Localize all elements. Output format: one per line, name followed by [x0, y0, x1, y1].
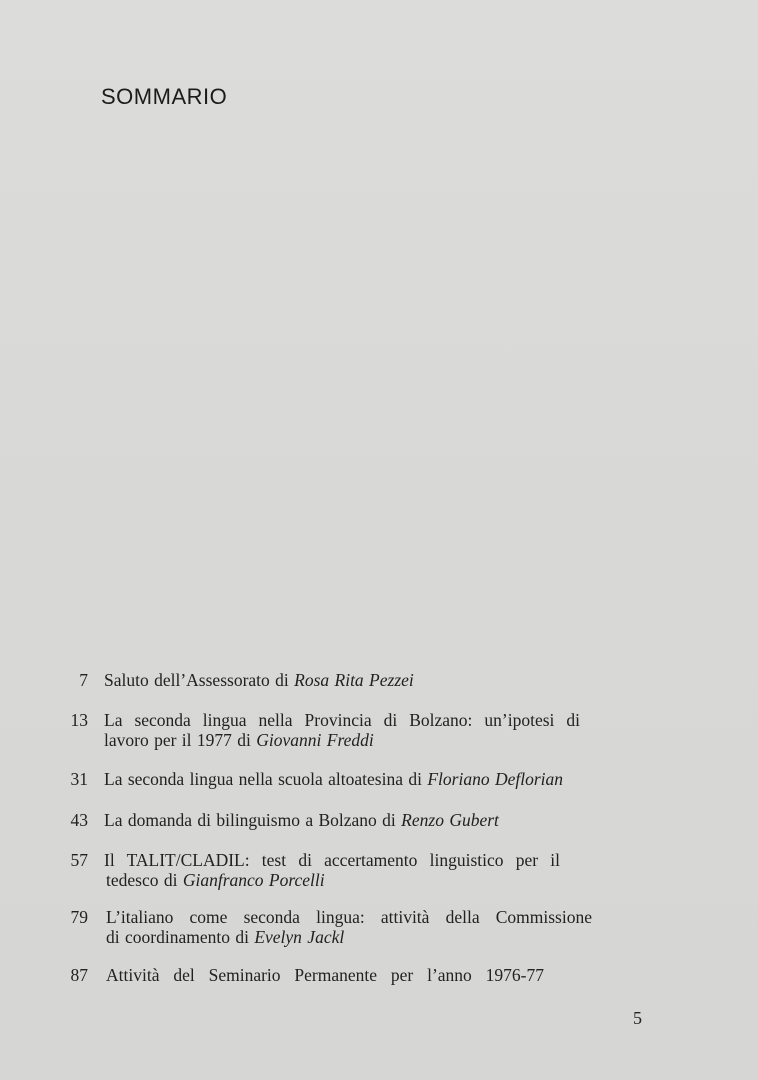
toc-title: Il TALIT/CLADIL: test di accertamento linguistico per il: [104, 850, 560, 870]
toc-entry-text: [104, 769, 604, 789]
toc-title: Attività del Seminario Permanente per l’anno 1976-77: [106, 965, 544, 985]
page-title: SOMMARIO: [101, 84, 228, 109]
toc-line: [104, 927, 592, 947]
toc-line: [104, 710, 580, 730]
toc-entry-text: [104, 670, 464, 690]
toc-title: tedesco di: [106, 870, 183, 890]
toc-author: Floriano Deflorian: [427, 769, 563, 789]
toc-line: [104, 870, 560, 890]
toc-title: di coordinamento di: [106, 927, 255, 947]
toc-entry-text: [104, 710, 580, 750]
toc-line: [104, 670, 464, 690]
toc-line: [104, 850, 560, 870]
toc-title: L’italiano come seconda lingua: attività della Commissione: [106, 907, 592, 927]
toc-line: [104, 965, 544, 985]
toc-title: La domanda di bilinguismo a Bolzano di: [104, 810, 402, 830]
toc-line: [104, 730, 580, 750]
toc-page-number: 31: [70, 769, 88, 789]
toc-entry-text: [104, 965, 544, 985]
toc-page-number: 7: [79, 670, 88, 690]
toc-title: La seconda lingua nella scuola altoatesina di: [104, 769, 428, 789]
toc-line: [104, 769, 604, 789]
toc-entry-text: [104, 907, 592, 947]
toc-line: [104, 810, 554, 830]
toc-entry-text: [104, 850, 560, 890]
toc-line: [104, 907, 592, 927]
page-number: 5: [633, 1008, 642, 1028]
toc-page-number: 57: [70, 850, 88, 870]
toc-author: Rosa Rita Pezzei: [294, 670, 414, 690]
toc-page-number: 43: [70, 810, 88, 830]
toc-title: Saluto dell’Assessorato di: [104, 670, 295, 690]
toc-author: Giovanni Freddi: [256, 730, 374, 750]
toc-page-number: 13: [70, 710, 88, 730]
toc-title: lavoro per il 1977 di: [104, 730, 257, 750]
toc-author: Gianfranco Porcelli: [182, 870, 325, 890]
toc-title: La seconda lingua nella Provincia di Bolzano: un’ipotesi di: [104, 710, 580, 730]
toc-page-number: 87: [70, 965, 88, 985]
toc-author: Evelyn Jackl: [254, 927, 345, 947]
toc-entry-text: [104, 810, 554, 830]
toc-page-number: 79: [70, 907, 88, 927]
toc-author: Renzo Gubert: [401, 810, 499, 830]
